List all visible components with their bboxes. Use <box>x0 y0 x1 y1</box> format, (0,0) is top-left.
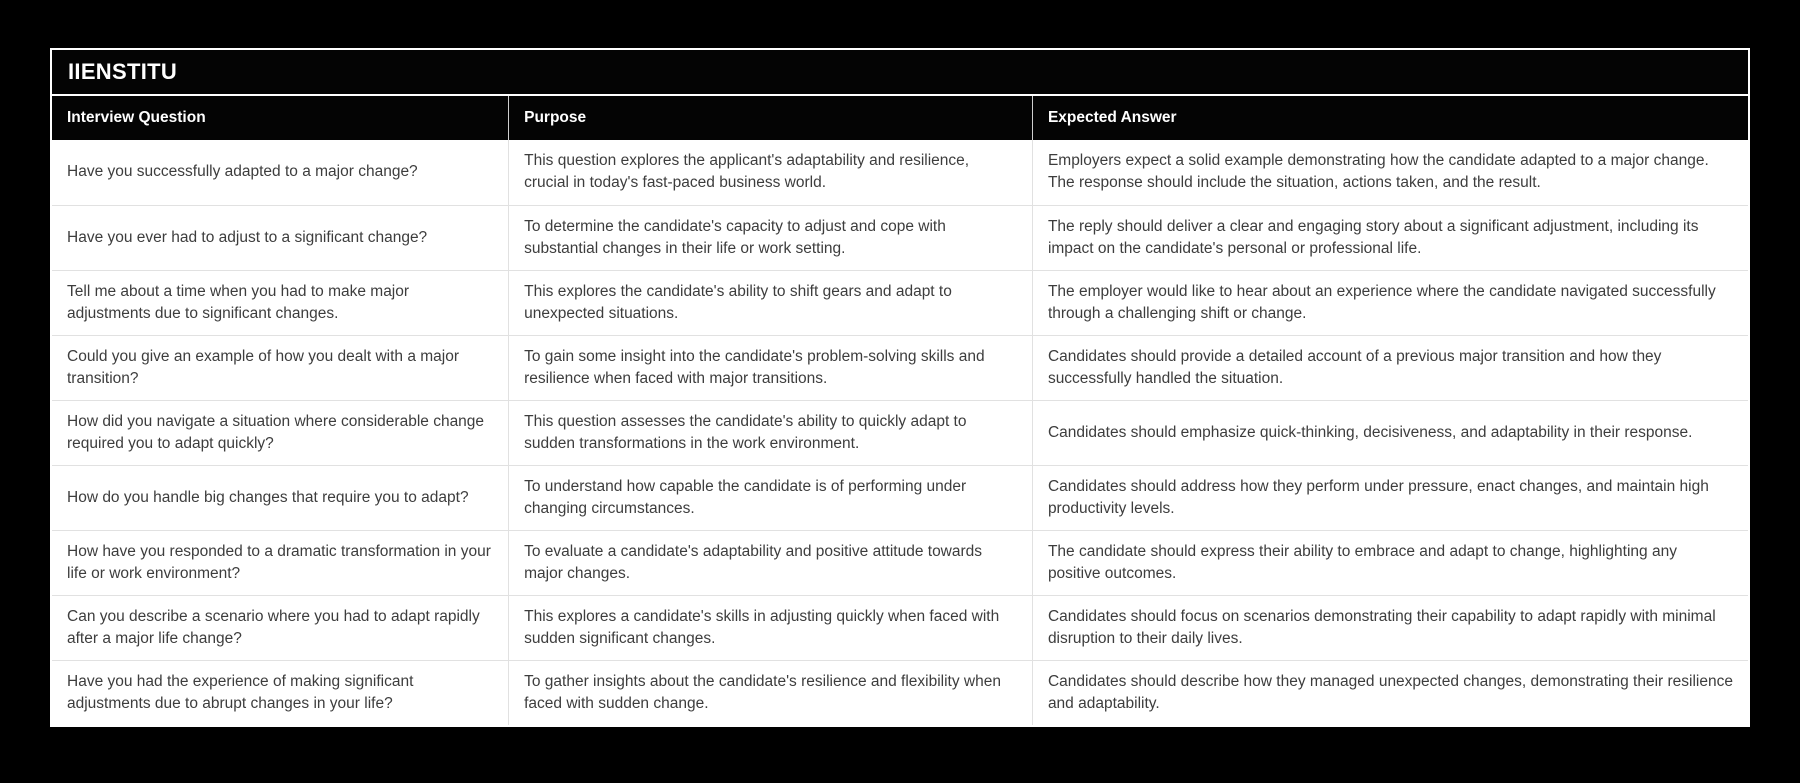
title-row <box>51 49 1749 95</box>
table-body <box>51 140 1749 726</box>
cell-purpose: This explores the candidate's ability to shift gears and adapt to unexpected situations. <box>509 270 1033 335</box>
cell-expected-answer: Candidates should describe how they managed unexpected changes, demonstrating their resilience and adaptability. <box>1032 660 1749 726</box>
cell-expected-answer: Employers expect a solid example demonstrating how the candidate adapted to a major change. The response should include the situation, actions taken, and the result. <box>1032 140 1749 205</box>
column-header-purpose: Purpose <box>509 95 1033 140</box>
cell-purpose: This explores a candidate's skills in adjusting quickly when faced with sudden significant changes. <box>509 595 1033 660</box>
cell-expected-answer: The candidate should express their ability to embrace and adapt to change, highlighting any positive outcomes. <box>1032 530 1749 595</box>
cell-expected-answer: Candidates should address how they perform under pressure, enact changes, and maintain high productivity levels. <box>1032 465 1749 530</box>
table-title: IIENSTITU <box>51 49 1749 95</box>
cell-question: Have you had the experience of making significant adjustments due to abrupt changes in your life? <box>51 660 509 726</box>
cell-question: Have you successfully adapted to a major change? <box>67 163 418 181</box>
table-row <box>51 335 1749 400</box>
cell-expected-answer: Candidates should emphasize quick-thinking, decisiveness, and adaptability in their response. <box>1032 400 1749 465</box>
cell-question: How did you navigate a situation where considerable change required you to adapt quickly? <box>51 400 509 465</box>
column-header-question: Interview Question <box>51 95 509 140</box>
table-row <box>51 660 1749 726</box>
cell-question: Have you ever had to adjust to a significant change? <box>51 205 509 270</box>
cell-purpose: To understand how capable the candidate is of performing under changing circumstances. <box>509 465 1033 530</box>
cell-expected-answer: The reply should deliver a clear and engaging story about a significant adjustment, including its impact on the candidate's personal or professional life. <box>1032 205 1749 270</box>
cell-expected-answer: The employer would like to hear about an experience where the candidate navigated successfully through a challenging shift or change. <box>1032 270 1749 335</box>
cell-purpose: To evaluate a candidate's adaptability and positive attitude towards major changes. <box>509 530 1033 595</box>
column-header-row <box>51 95 1749 140</box>
cell-question: How have you responded to a dramatic transformation in your life or work environment? <box>51 530 509 595</box>
column-header-expected-answer: Expected Answer <box>1032 95 1749 140</box>
cell-purpose: This question explores the applicant's adaptability and resilience, crucial in today's fast-paced business world. <box>509 140 1033 205</box>
cell-purpose: To gain some insight into the candidate's problem-solving skills and resilience when faced with major transitions. <box>509 335 1033 400</box>
cell-purpose: To gather insights about the candidate's resilience and flexibility when faced with sudden change. <box>509 660 1033 726</box>
cell-expected-answer: Candidates should provide a detailed account of a previous major transition and how they successfully handled the situation. <box>1032 335 1749 400</box>
table-row <box>51 270 1749 335</box>
interview-table <box>50 48 1750 727</box>
interview-table-container <box>50 48 1750 727</box>
cell-question: Can you describe a scenario where you had to adapt rapidly after a major life change? <box>51 595 509 660</box>
table-row <box>51 595 1749 660</box>
cell-question: How do you handle big changes that require you to adapt? <box>51 465 509 530</box>
table-row <box>51 205 1749 270</box>
cell-expected-answer: Candidates should focus on scenarios demonstrating their capability to adapt rapidly with minimal disruption to their daily lives. <box>1032 595 1749 660</box>
table-row <box>51 400 1749 465</box>
table-row <box>51 465 1749 530</box>
cell-purpose: This question assesses the candidate's ability to quickly adapt to sudden transformations in the work environment. <box>509 400 1033 465</box>
cell-question: Tell me about a time when you had to make major adjustments due to significant changes. <box>51 270 509 335</box>
cell-purpose: To determine the candidate's capacity to adjust and cope with substantial changes in their life or work setting. <box>509 205 1033 270</box>
cell-question: Could you give an example of how you dealt with a major transition? <box>51 335 509 400</box>
table-row <box>51 140 1749 205</box>
table-row <box>51 530 1749 595</box>
